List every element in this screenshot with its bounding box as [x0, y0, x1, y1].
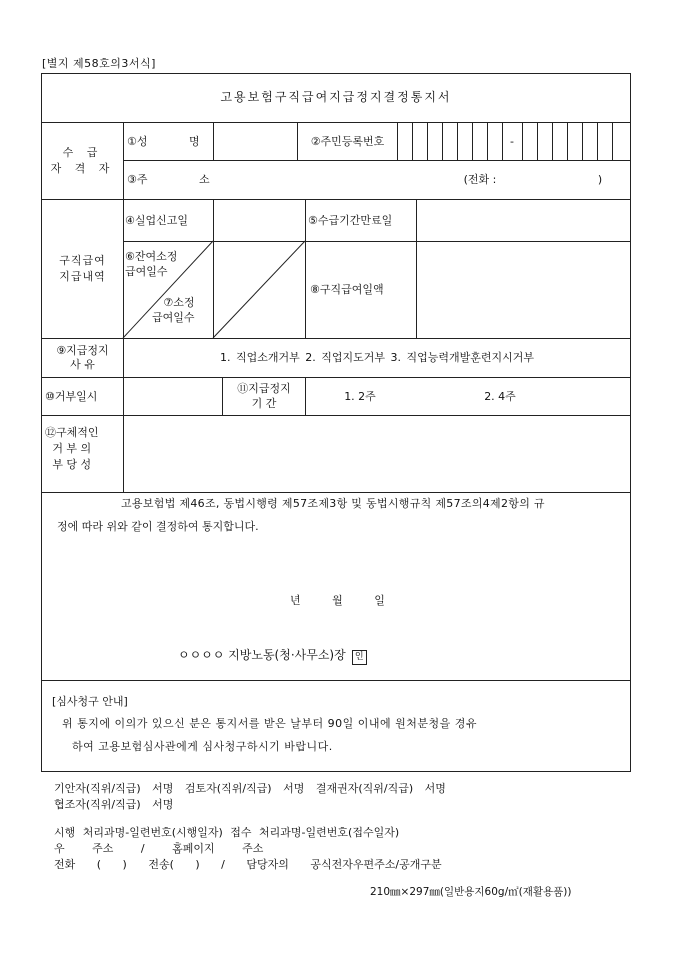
- appeal-line1: 위 통지에 이의가 있으신 분은 통지서를 받은 날부터 90일 이내에 원처분청을 경유: [62, 717, 477, 730]
- diagonal-split-right: [213, 241, 305, 338]
- footer-line2: 협조자(직위/직급) 서명: [54, 798, 174, 811]
- paper-spec: 210㎜×297㎜(일반용지60g/㎡(재활용품)): [370, 886, 572, 898]
- rrn-label: ②주민등록번호: [310, 134, 385, 148]
- notice-text-line1: 고용보험법 제46조, 동법시행령 제57조제3항 및 동법시행규칙 제57조의4제2항의 규: [121, 497, 545, 510]
- prescribed-days-label: ⑦소정 급여일수: [152, 296, 195, 324]
- footer-line1: 기안자(직위/직급) 서명 검토자(직위/직급) 서명 결재권자(직위/직급) 서명: [54, 782, 446, 795]
- refusal-date-label: ⑩거부일시: [45, 389, 98, 403]
- suspension-reason-label: ⑨지급정지 사 유: [56, 343, 109, 371]
- issuing-authority: [178, 646, 367, 665]
- form-title: 고용보험구직급여지급정지결정통지서: [220, 90, 452, 105]
- footer-line3: 시행 처리과명-일련번호(시행일자) 접수 처리과명-일련번호(접수일자): [54, 826, 400, 839]
- phone-close: ): [597, 173, 603, 187]
- notice-text-line2: 정에 따라 위와 같이 결정하여 통지합니다.: [57, 520, 259, 533]
- recipient-label: 수 급 자 격 자: [50, 146, 115, 175]
- unemployment-report-label: ④실업신고일: [125, 213, 188, 227]
- period-end-label: ⑤수급기간만료일: [308, 213, 393, 227]
- suspension-reason-options: 1. 직업소개거부 2. 직업지도거부 3. 직업능력개발훈련지시거부: [220, 351, 534, 365]
- appeal-line2: 하여 고용보험심사관에게 심사청구하시기 바랍니다.: [72, 740, 333, 753]
- footer-line5: 전화 ( ) 전송( ) / 담당자의 공식전자우편주소/공개구분: [54, 858, 442, 871]
- name-field[interactable]: [214, 123, 297, 160]
- phone-label: (전화 :: [463, 173, 497, 187]
- name-label: ①성 명: [127, 134, 200, 148]
- date-line: 년 월 일: [290, 594, 385, 607]
- form-number-label: [별지 제58호의3서식]: [42, 57, 156, 70]
- authority-name: ㅇㅇㅇㅇ 지방노동(청·사무소)장: [178, 648, 346, 662]
- period-option-2-weeks: 1. 2주: [344, 389, 376, 403]
- remaining-days-label: ⑥잔여소정 급여일수: [125, 250, 178, 278]
- suspension-period-label: ⑪지급정지 기 간: [237, 382, 291, 410]
- appeal-heading: [심사청구 안내]: [52, 695, 128, 708]
- rrn-dash: -: [510, 134, 514, 148]
- daily-amount-label: ⑧구직급여일액: [310, 283, 384, 297]
- justification-label: ⑫구체적인 거 부 의 부 당 성: [45, 426, 99, 471]
- footer-line4: 우 주소 / 홈페이지 주소: [54, 842, 264, 855]
- address-label: ③주 소: [127, 173, 210, 187]
- official-seal: 인: [352, 650, 367, 665]
- benefit-label: 구직급여 지급내역: [59, 254, 106, 283]
- period-option-4-weeks: 2. 4주: [484, 389, 516, 403]
